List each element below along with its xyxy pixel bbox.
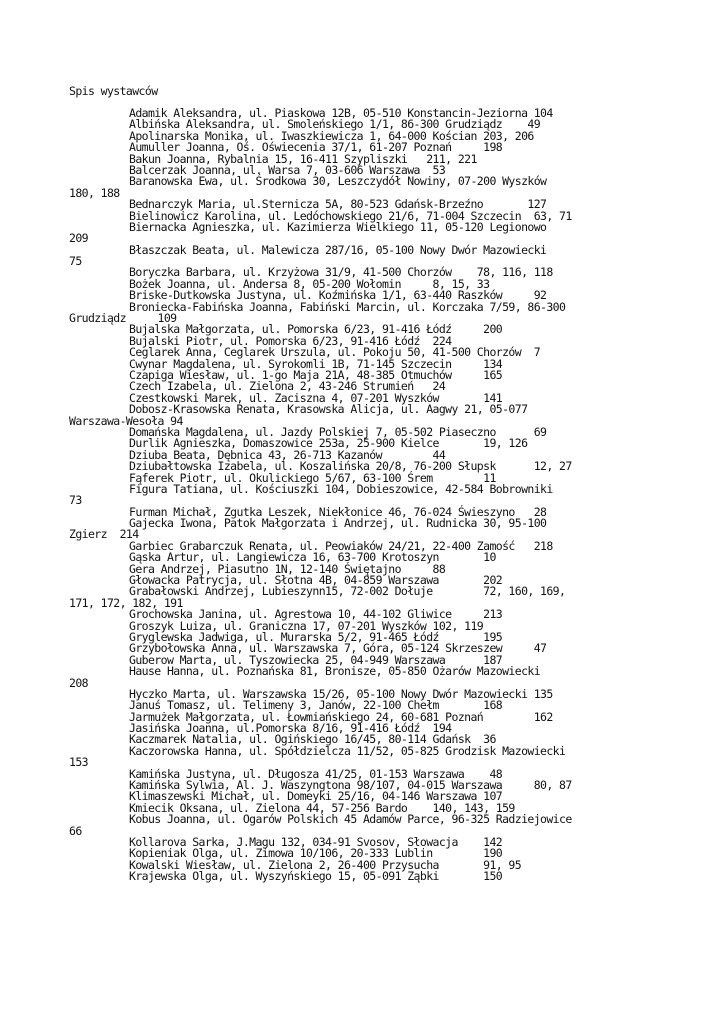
exhibitor-entry: Boryczka Barbara, ul. Krzyżowa 31/9, 41-500 Chorzów 78, 116, 118 [129,265,553,280]
exhibitor-entry: Kamińska Sylwia, Al. J. Waszyngtona 98/107, 04-015 Warszawa 80, 87 [129,778,572,793]
exhibitor-entry-continuation: Grudziądz 109 [69,311,177,326]
exhibitor-entry: Jasińska Joanna, ul.Pomorska 8/16, 91-416 Łódź 194 [129,721,452,736]
exhibitor-entry: Bujalska Małgorzata, ul. Pomorska 6/23, 91-416 Łódź 200 [129,322,503,337]
exhibitor-entry: Kaczorowska Hanna, ul. Spółdzielcza 11/52, 05-825 Grodzisk Mazowiecki [129,743,566,758]
exhibitor-entry: Czapiga Wiesław, ul. 1-go Maja 21A, 48-385 Otmuchów 165 [129,367,503,382]
exhibitor-entry: Bielinowicz Karolina, ul. Ledóchowskiego 21/6, 71-004 Szczecin 63, 71 [129,208,572,223]
exhibitor-entry: Kamińska Justyna, ul. Długosza 41/25, 01-153 Warszawa 48 [129,766,503,781]
exhibitor-entry: Bakun Joanna, Rybalnia 15, 16-411 Szypliszki 211, 221 [129,151,477,166]
exhibitor-entry: Czech Izabela, ul. Zielona 2, 43-246 Strumień 24 [129,379,446,394]
exhibitor-entry: Hause Hanna, ul. Poznańska 81, Bronisze, 05-850 Ożarów Mazowiecki [129,664,541,679]
exhibitor-entry: Czestkowski Marek, ul. Zaciszna 4, 07-201 Wyszków 141 [129,390,503,405]
exhibitor-entry: Furman Michał, Zgutka Leszek, Niekłonice 46, 76-024 Świeszyno 28 [129,504,547,519]
exhibitor-entry-continuation: 73 [69,493,82,508]
exhibitor-list [69,108,709,883]
exhibitor-entry-continuation: 171, 172, 182, 191 [69,595,183,610]
exhibitor-entry: Albińska Aleksandra, ul. Smoleńskiego 1/1, 86-300 Grudziądz 49 [129,117,541,132]
exhibitor-entry: Jarmużek Małgorzata, ul. Łowmiańskiego 24, 60-681 Poznań 162 [129,709,553,724]
exhibitor-entry: Briske-Dutkowska Justyna, ul. Koźmińska 1/1, 63-440 Raszków 92 [129,288,547,303]
exhibitor-entry: Kaczmarek Natalia, ul. Ogińskiego 16/45, 80-114 Gdańsk 36 [129,732,496,747]
exhibitor-entry: Figura Tatiana, ul. Kościuszki 104, Dobieszowice, 42-584 Bobrowniki [129,481,553,496]
exhibitor-entry: Klimaszewski Michał, ul. Domeyki 25/16, 04-146 Warszawa 107 [129,789,503,804]
exhibitor-entry: Garbiec Grabarczuk Renata, ul. Peowiaków 24/21, 22-400 Zamość 218 [129,538,553,553]
exhibitor-entry: Kopieniak Olga, ul. Zimowa 10/106, 20-333 Lublin 190 [129,846,503,861]
exhibitor-entry: Dobosz-Krasowska Renata, Krasowska Alicja, ul. Aagwy 21, 05-077 [129,402,528,417]
exhibitor-entry-continuation: 209 [69,231,88,246]
exhibitor-entry: Bujalski Piotr, ul. Pomorska 6/23, 91-416 Łódź 224 [129,333,452,348]
exhibitor-entry: Apolinarska Monika, ul. Iwaszkiewicza 1, 64-000 Kościan 203, 206 [129,128,534,143]
exhibitor-entry: Bożek Joanna, ul. Andersa 8, 05-200 Wołomin 8, 15, 33 [129,276,490,291]
exhibitor-entry: Kowalski Wiesław, ul. Zielona 2, 26-400 Przysucha 91, 95 [129,857,522,872]
exhibitor-entry: Aumuller Joanna, Oś. Oświecenia 37/1, 61-207 Poznań 198 [129,140,503,155]
exhibitor-entry: Kollarova Sarka, J.Magu 132, 034-91 Svosov, Słowacja 142 [129,835,503,849]
exhibitor-entry: Głowacka Patrycja, ul. Słotna 4B, 04-859 Warszawa 202 [129,573,503,588]
exhibitor-entry: Bednarczyk Maria, ul.Sternicza 5A, 80-523 Gdańsk-Brzeźno 127 [129,197,547,212]
exhibitor-entry: Dziubałtowska Izabela, ul. Koszalińska 20/8, 76-200 Słupsk 12, 27 [129,459,572,474]
exhibitor-entry: Krajewska Olga, ul. Wyszyńskiego 15, 05-091 Ząbki 150 [129,869,503,884]
exhibitor-entry: Broniecka-Fabińska Joanna, Fabiński Marcin, ul. Korczaka 7/59, 86-300 [129,299,566,314]
exhibitor-entry: Hyczko Marta, ul. Warszawska 15/26, 05-100 Nowy Dwór Mazowiecki 135 [129,686,553,701]
exhibitor-entry: Kobus Joanna, ul. Ogarów Polskich 45 Adamów Parce, 96-325 Radziejowice [129,812,572,827]
exhibitor-entry: Adamik Aleksandra, ul. Piaskowa 12B, 05-510 Konstancin-Jeziorna 104 [129,106,553,120]
exhibitor-entry: Baranowska Ewa, ul. Środkowa 30, Leszczydół Nowiny, 07-200 Wyszków [129,174,547,189]
exhibitor-entry: Durlik Agnieszka, Domaszowice 253a, 25-900 Kielce 19, 126 [129,436,528,451]
exhibitor-entry-continuation: Zgierz 214 [69,527,139,542]
exhibitor-entry-continuation: 153 [69,755,88,770]
exhibitor-entry-continuation: Warszawa-Wesoła 94 [69,413,183,428]
exhibitor-entry: Gąska Artur, ul. Langiewicza 16, 63-700 Krotoszyn 10 [129,550,496,565]
exhibitor-entry-continuation: 75 [69,254,82,269]
exhibitor-entry: Guberow Marta, ul. Tyszowiecka 25, 04-949 Warszawa 187 [129,652,503,667]
exhibitor-entry-continuation: 180, 188 [69,185,120,200]
exhibitor-entry: Gajecka Iwona, Patok Małgorzata i Andrzej, ul. Rudnicka 30, 95-100 [129,516,547,531]
exhibitor-entry: Kmiecik Oksana, ul. Zielona 44, 57-256 Bardo 140, 143, 159 [129,800,515,815]
exhibitor-entry: Grochowska Janina, ul. Agrestowa 10, 44-102 Gliwice 213 [129,607,503,622]
exhibitor-entry: Januś Tomasz, ul. Telimeny 3, Janów, 22-100 Chełm 168 [129,698,503,713]
exhibitor-entry: Ceglarek Anna, Ceglarek Urszula, ul. Pokoju 50, 41-500 Chorzów 7 [129,345,541,360]
exhibitor-entry: Gryglewska Jadwiga, ul. Murarska 5/2, 91-465 Łódź 195 [129,629,503,644]
exhibitor-entry: Gera Andrzej, Piasutno 1N, 12-140 Świętajno 88 [129,561,446,576]
exhibitor-entry: Balcerzak Joanna, ul. Warsa 7, 03-606 Warszawa 53 [129,162,446,177]
exhibitor-entry: Groszyk Luiza, ul. Graniczna 17, 07-201 Wyszków 102, 119 [129,618,484,633]
exhibitor-entry-continuation: 66 [69,823,82,838]
exhibitor-entry: Dziuba Beata, Dębnica 43, 26-713 Kazanów 44 [129,447,446,462]
exhibitor-entry: Cwynar Magdalena, ul. Syrokomli 1B, 71-145 Szczecin 134 [129,356,503,371]
exhibitor-entry: Biernacka Agnieszka, ul. Kazimierza Wielkiego 11, 05-120 Legionowo [129,219,547,234]
exhibitor-entry: Błaszczak Beata, ul. Malewicza 287/16, 05-100 Nowy Dwór Mazowiecki [129,242,547,257]
exhibitor-entry: Grzybołowska Anna, ul. Warszawska 7, Góra, 05-124 Skrzeszew 47 [129,641,547,656]
exhibitor-entry: Fąferek Piotr, ul. Okulickiego 5/67, 63-100 Śrem 11 [129,470,496,485]
document-title: Spis wystawców [69,84,158,98]
exhibitor-entry: Domańska Magdalena, ul. Jazdy Polskiej 7, 05-502 Piaseczno 69 [129,424,547,439]
exhibitor-entry: Grabałowski Andrzej, Lubieszynn15, 72-002 Dołuje 72, 160, 169, [129,584,566,599]
exhibitor-entry-continuation: 208 [69,675,88,690]
